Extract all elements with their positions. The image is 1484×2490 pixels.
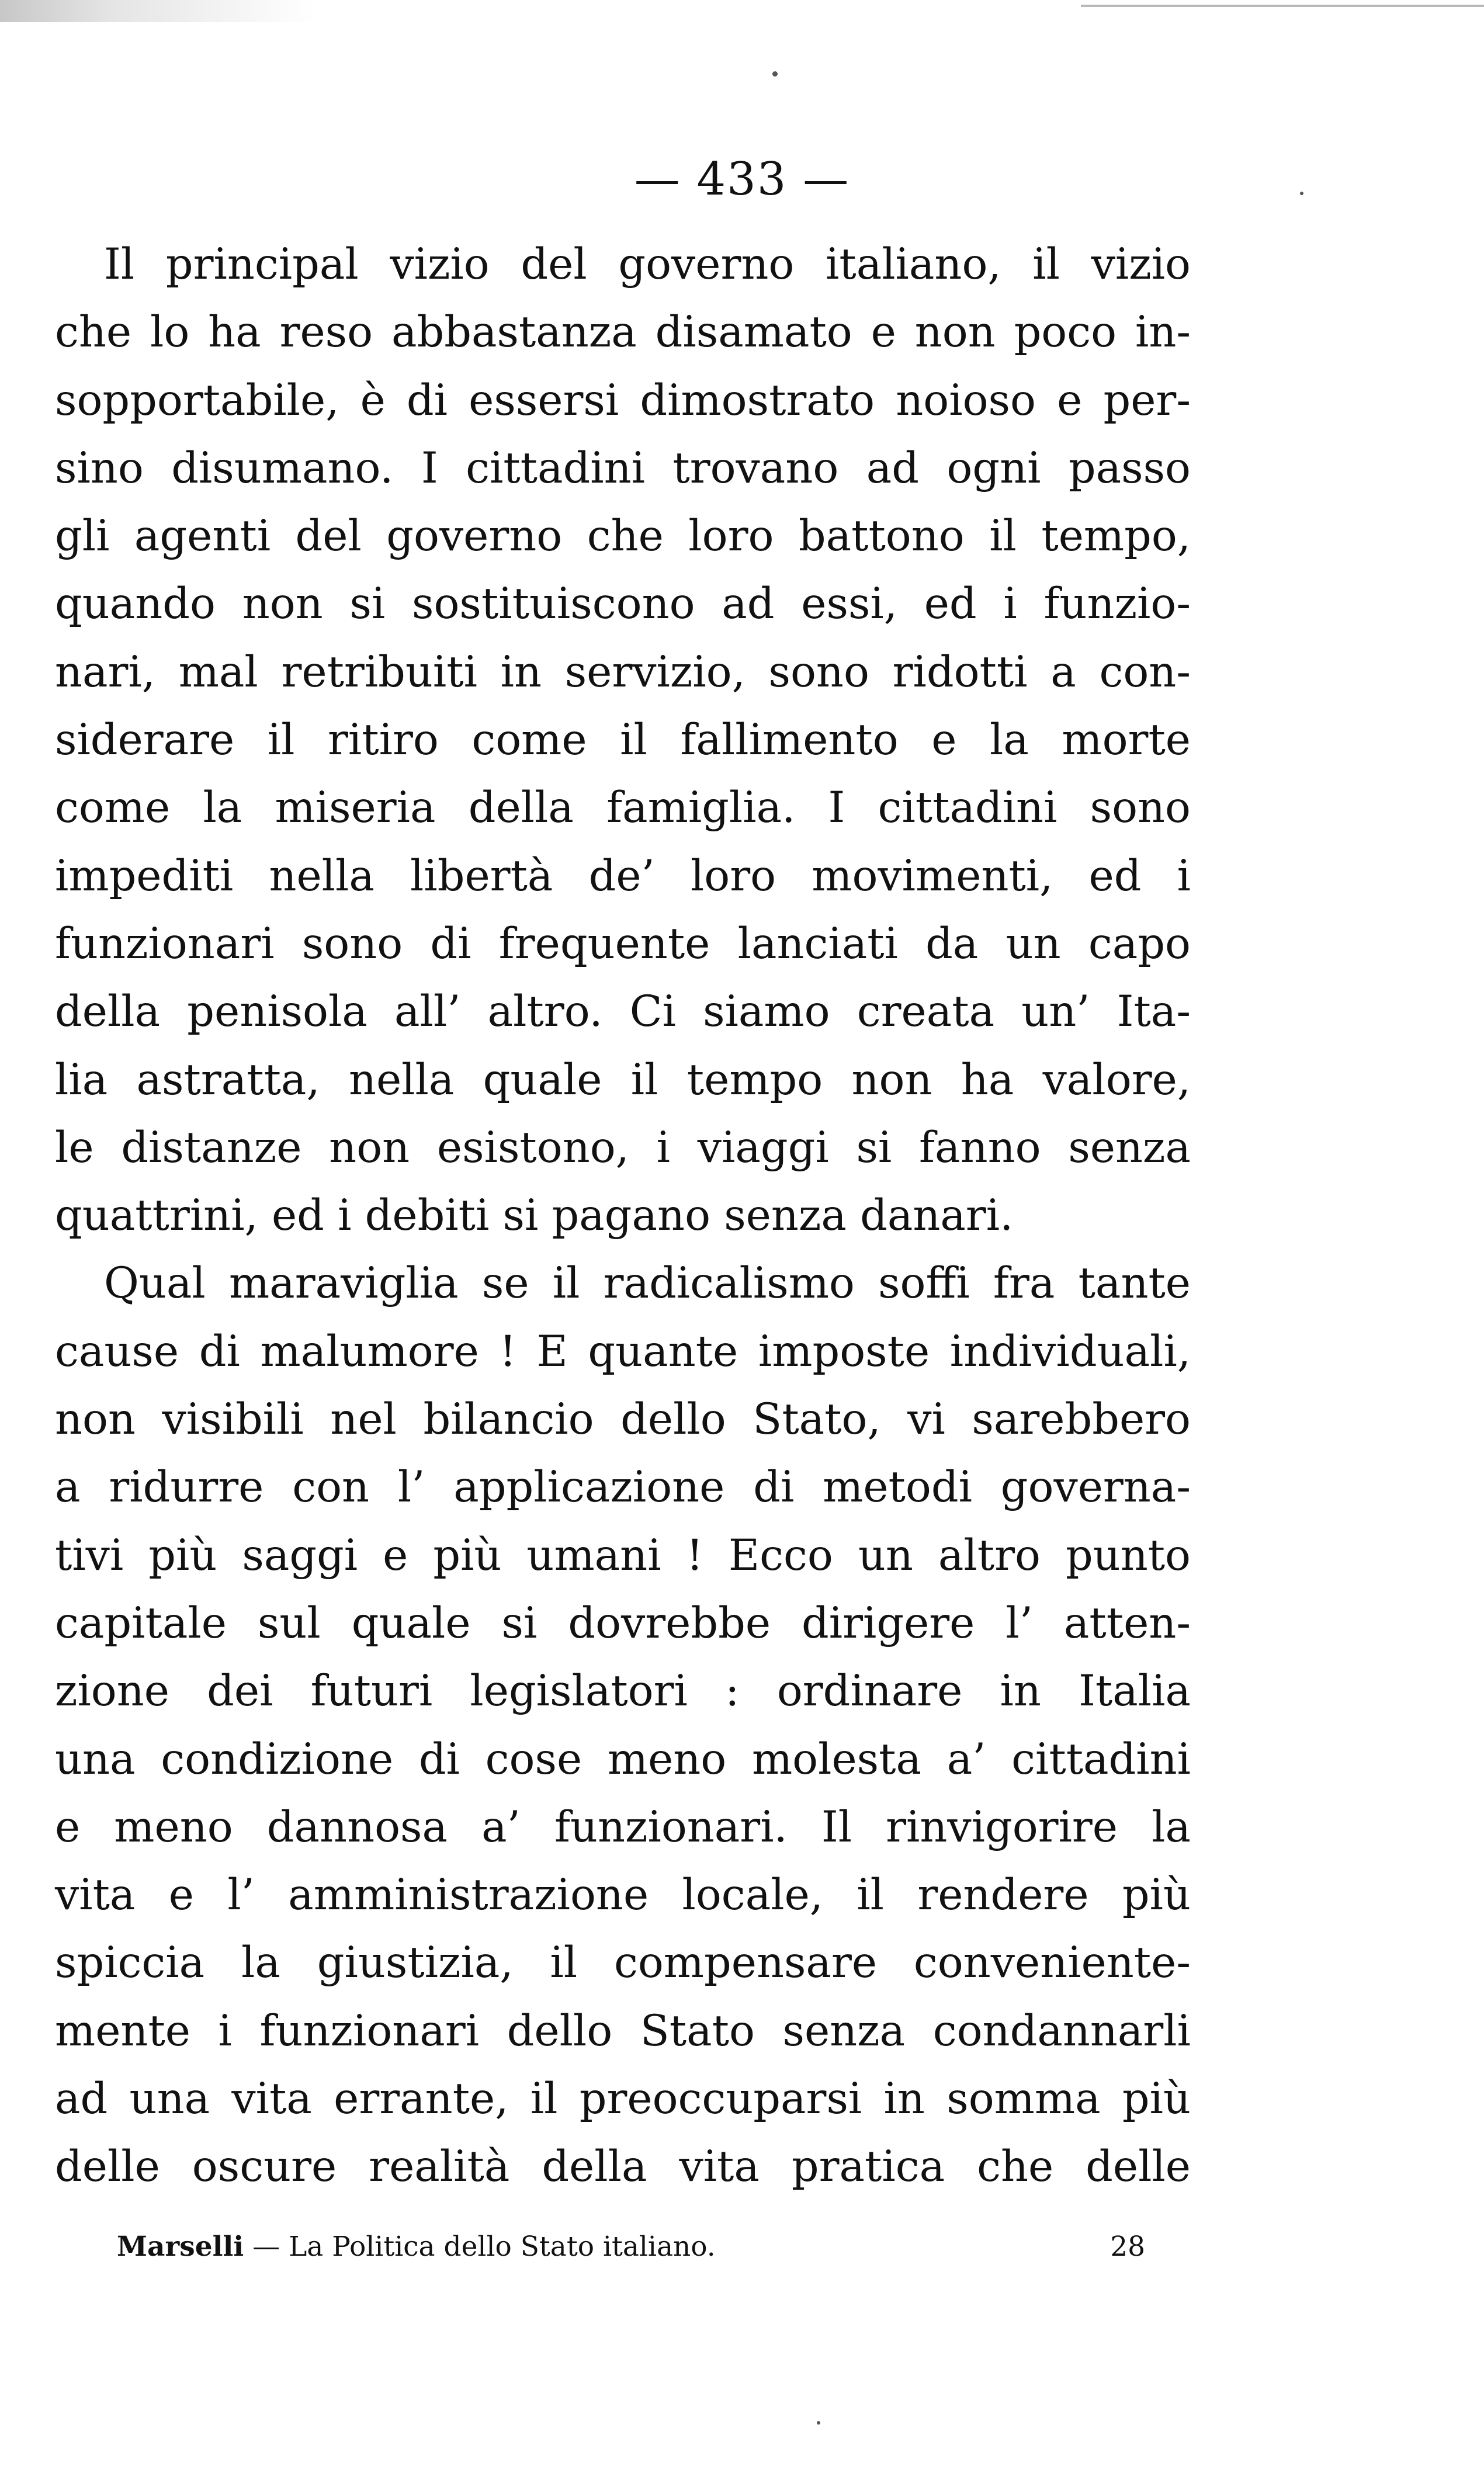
scan-speck [817, 2421, 820, 2425]
text-line: Il principal vizio del governo italiano, il vizio [104, 240, 1191, 289]
body-text [55, 231, 1191, 2201]
text-line: sopportabile, è di essersi dimostrato noioso e per- [55, 375, 1191, 425]
paragraph [55, 1250, 1191, 2201]
text-line: non visibili nel bilancio dello Stato, vi sarebbero [55, 1395, 1191, 1445]
text-line: gli agenti del governo che loro battono il tempo, [55, 511, 1191, 561]
text-line: Qual maraviglia se il radicalismo soffi fra tante [104, 1258, 1191, 1309]
text-line: le distanze non esistono, i viaggi si fanno senza [55, 1122, 1191, 1173]
signature-mark: 28 [1110, 2231, 1145, 2263]
paragraph [55, 231, 1191, 1250]
text-line: zione dei futuri legislatori : ordinare in Italia [55, 1666, 1191, 1716]
text-line: impediti nella libertà de’ loro movimenti, ed i [55, 851, 1191, 901]
running-footer [117, 2231, 716, 2263]
text-line: siderare il ritiro come il fallimento e la morte [55, 715, 1191, 765]
text-line: capitale sul quale si dovrebbe dirigere l’ atten- [55, 1598, 1191, 1648]
text-line: ad una vita errante, il preoccuparsi in somma più [55, 2074, 1191, 2124]
page-number: — 433 — [634, 153, 850, 206]
text-line: vita e l’ amministrazione locale, il rendere più [55, 1870, 1191, 1920]
text-line: della penisola all’ altro. Ci siamo creata un’ Ita- [55, 987, 1191, 1037]
text-line: a ridurre con l’ applicazione di metodi governa- [55, 1462, 1191, 1513]
text-line: delle oscure realità della vita pratica che delle [55, 2142, 1191, 2192]
scan-edge-mark [0, 0, 315, 22]
text-line: sino disumano. I cittadini trovano ad ogni passo [55, 443, 1191, 493]
text-line: lia astratta, nella quale il tempo non ha valore, [55, 1055, 1191, 1105]
text-line: cause di malumore ! E quante imposte individuali, [55, 1326, 1191, 1376]
footer-title: — La Politica dello Stato italiano. [252, 2231, 716, 2263]
text-line: e meno dannosa a’ funzionari. Il rinvigorire la [55, 1802, 1191, 1852]
text-line: spiccia la giustizia, il compensare conveniente- [55, 1938, 1191, 1988]
footer [117, 2231, 1145, 2263]
text-line: nari, mal retribuiti in servizio, sono ridotti a con- [55, 647, 1191, 697]
text-line: che lo ha reso abbastanza disamato e non poco in- [55, 307, 1191, 358]
scan-edge-line [1081, 5, 1484, 7]
text-line: tivi più saggi e più umani ! Ecco un altro punto [55, 1530, 1191, 1580]
footer-author: Marselli [117, 2231, 244, 2263]
text-line: quando non si sostituiscono ad essi, ed i funzio- [55, 579, 1191, 629]
text-line: una condizione di cose meno molesta a’ cittadini [55, 1734, 1191, 1784]
text-line: come la miseria della famiglia. I cittadini sono [55, 783, 1191, 833]
scan-speck [772, 71, 778, 77]
text-line: quattrini, ed i debiti si pagano senza danari. [55, 1191, 1014, 1241]
text-line: funzionari sono di frequente lanciati da un capo [55, 918, 1191, 969]
text-line: mente i funzionari dello Stato senza condannarli [55, 2006, 1191, 2056]
